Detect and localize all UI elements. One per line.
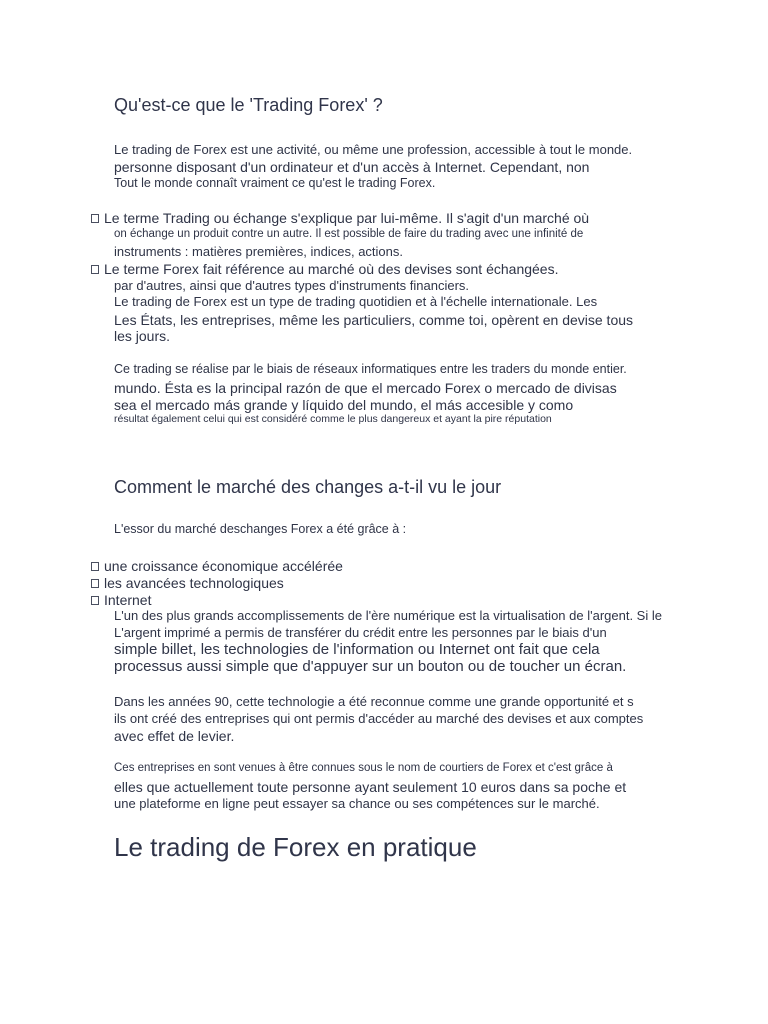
bullet-text: Le terme Trading ou échange s'explique par lui-même. Il s'agit d'un marché où [104,210,590,226]
bullet-text: Le terme Forex fait référence au marché où des devises sont échangées. [104,261,559,277]
paragraph-line: une plateforme en ligne peut essayer sa chance ou ses compétences sur le marché. [114,796,600,811]
paragraph-line: sea el mercado más grande y líquido del mundo, el más accesible y como [114,397,574,413]
paragraph-line: L'un des plus grands accomplissements de l'ère numérique est la virtualisation de l'argent. Si le [114,608,662,623]
paragraph-line: Tout le monde connaît vraiment ce qu'est le trading Forex. [114,176,436,190]
paragraph-line: Ces entreprises en sont venues à être connues sous le nom de courtiers de Forex et c'est grâce à [114,762,613,774]
section-heading: Le trading de Forex en pratique [114,832,477,862]
paragraph-line: L'argent imprimé a permis de transférer du crédit entre les personnes par le biais d'un [114,625,607,640]
bullet-item [91,576,284,590]
paragraph-line: processus aussi simple que d'appuyer sur un bouton ou de toucher un écran. [114,658,627,675]
bullet-text: une croissance économique accélérée [104,558,343,574]
bullet-item [91,211,589,225]
checkbox-bullet-icon [91,265,99,274]
checkbox-bullet-icon [91,579,99,588]
bullet-item [91,559,343,573]
paragraph-line: Ce trading se réalise par le biais de réseaux informatiques entre les traders du monde entier. [114,362,627,376]
section-heading: Comment le marché des changes a-t-il vu le jour [114,477,502,497]
checkbox-bullet-icon [91,596,99,605]
paragraph-line: Le trading de Forex est un type de trading quotidien et à l'échelle internationale. Les [114,294,598,309]
paragraph-line: Le trading de Forex est une activité, ou même une profession, accessible à tout le monde. [114,142,633,157]
paragraph-line: par d'autres, ainsi que d'autres types d'instruments financiers. [114,278,470,293]
paragraph-line: on échange un produit contre un autre. Il est possible de faire du trading avec une infinité de [114,228,584,240]
paragraph-line: avec effet de levier. [114,728,235,744]
bullet-text: les avancées technologiques [104,575,284,591]
paragraph-line: ils ont créé des entreprises qui ont permis d'accéder au marché des devises et aux comptes [114,711,644,726]
bullet-item [91,593,151,607]
paragraph-line: elles que actuellement toute personne ayant seulement 10 euros dans sa poche et [114,779,627,795]
paragraph-line: personne disposant d'un ordinateur et d'un accès à Internet. Cependant, non [114,159,590,175]
bullet-text: Internet [104,592,152,608]
section-heading: Qu'est-ce que le 'Trading Forex' ? [114,95,383,115]
checkbox-bullet-icon [91,562,99,571]
paragraph-line: L'essor du marché deschanges Forex a été grâce à : [114,522,407,536]
paragraph-line: Dans les années 90, cette technologie a été reconnue comme une grande opportunité et s [114,694,634,709]
paragraph-line: simple billet, les technologies de l'information ou Internet ont fait que cela [114,641,600,658]
checkbox-bullet-icon [91,214,99,223]
bullet-item [91,262,558,276]
paragraph-line: résultat également celui qui est considéré comme le plus dangereux et ayant la pire réputation [114,413,552,425]
paragraph-line: les jours. [114,328,171,344]
paragraph-line: instruments : matières premières, indices, actions. [114,244,403,259]
paragraph-line: mundo. Ésta es la principal razón de que el mercado Forex o mercado de divisas [114,380,617,396]
paragraph-line: Les États, les entreprises, même les particuliers, comme toi, opèrent en devise tous [114,312,634,328]
